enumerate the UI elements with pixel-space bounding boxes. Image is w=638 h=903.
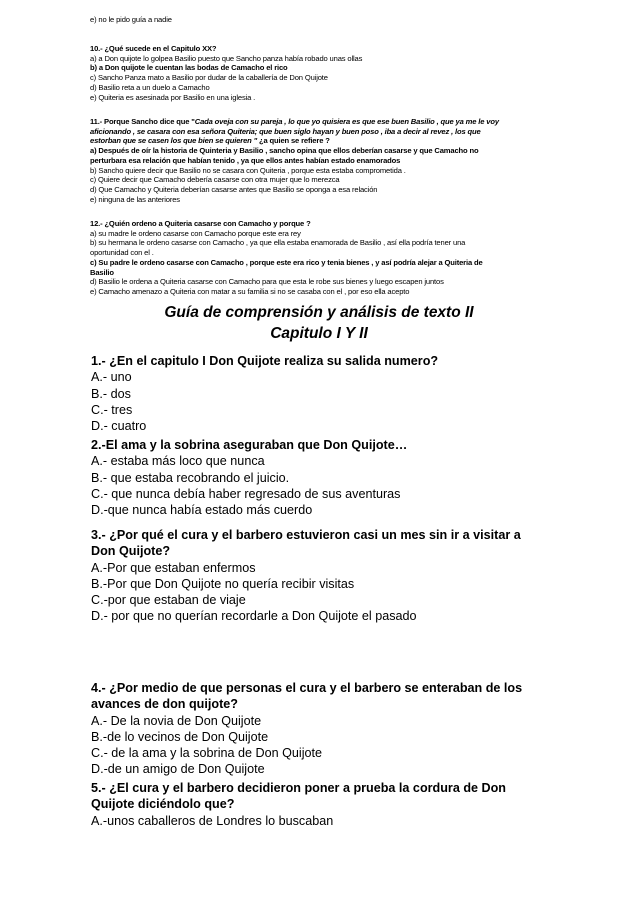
question-3-text-line-2: Don Quijote?: [91, 544, 171, 559]
question-3-text-line-1: 3.- ¿Por qué el cura y el barbero estuvieron casi un mes sin ir a visitar a: [91, 528, 521, 542]
question-11-option-a-2: perturbara esa relación que habían tenido , ya que ellos antes habían estado enamorados: [90, 155, 401, 165]
question-2-option-d: D.-que nunca había estado más cuerdo: [91, 503, 313, 518]
question-5-text-line-2: Quijote diciéndolo que?: [91, 797, 235, 812]
question-10-option-a: a) a Don quijote lo golpea Basilio puesto que Sancho panza había robado unas ollas: [90, 53, 363, 63]
question-4-option-c: C.- de la ama y la sobrina de Don Quijote: [91, 746, 323, 761]
question-12-option-e: e) Camacho amenazo a Quiteria con matar a su familia si no se casaba con el , por eso ella acepto: [90, 286, 410, 296]
question-12-option-a: a) su madre le ordeno casarse con Camacho porque este era rey: [90, 228, 301, 238]
question-2-block: [91, 437, 551, 518]
question-11-quote-2: aficionando , se casara con esa señora Quiteria; que buen siglo hayan y buen poso , iba a decir al revez , los que: [90, 126, 481, 136]
question-2-option-c: C.- que nunca debía haber regresado de sus aventuras: [91, 486, 401, 501]
question-5-option-a: A.-unos caballeros de Londres lo buscaban: [91, 813, 334, 828]
question-11-quote-1: Cada oveja con su pareja , lo que yo quisiera es que ese buen Basilio , que ya me le voy: [194, 117, 499, 126]
question-12-option-d: d) Basilio le ordena a Quiteria casarse con Camacho para que esta le robe sus bienes y luego escapen juntos: [90, 277, 444, 287]
question-5-block: [91, 780, 551, 829]
question-1-option-c: C.- tres: [91, 402, 133, 417]
question-4-option-a: A.- De la novia de Don Quijote: [91, 713, 262, 728]
question-3-option-a: A.-Por que estaban enfermos: [91, 560, 256, 575]
question-12-option-c-1: c) Su padre le ordeno casarse con Camacho , porque este era rico y tenia bienes , y así podría alejar a Quiteria de: [90, 257, 483, 267]
question-3-option-b: B.-Por que Don Quijote no quería recibir visitas: [91, 576, 355, 591]
question-11-lead: 11.- Porque Sancho dice que ": [90, 117, 195, 126]
question-12-option-b-1: b) su hermana le ordeno casarse con Camacho , ya que ella estaba enamorada de Basilio , así ella podría tener una: [90, 238, 466, 248]
question-1-option-a: A.- uno: [91, 370, 132, 385]
previous-answer-e: [90, 15, 560, 25]
question-1-text: 1.- ¿En el capitulo I Don Quijote realiza su salida numero?: [91, 354, 439, 368]
question-2-option-b: B.- que estaba recobrando el juicio.: [91, 470, 290, 485]
question-11-option-e: e) ninguna de las anteriores: [90, 194, 180, 204]
question-5-text-line-1: 5.- ¿El cura y el barbero decidieron poner a prueba la cordura de Don: [91, 781, 506, 795]
question-12-option-b-2: oportunidad con el .: [90, 248, 154, 258]
question-4-text-line-2: avances de don quijote?: [91, 697, 238, 712]
question-11-option-d: d) Que Camacho y Quiteria deberían casarse antes que Basilio se oponga a esa relación: [90, 184, 378, 194]
question-11-option-c: c) Quiere decir que Camacho debería casarse con otra mujer que lo merezca: [90, 175, 340, 185]
question-11-option-b: b) Sancho quiere decir que Basilio no se casara con Quiteria , porque esta estaba comprometida .: [90, 165, 406, 175]
question-3-option-c: C.-por que estaban de viaje: [91, 593, 246, 608]
question-3-block: [91, 527, 551, 625]
question-4-option-b: B.-de lo vecinos de Don Quijote: [91, 729, 269, 744]
question-4-text-line-1: 4.- ¿Por medio de que personas el cura y el barbero se enteraban de los: [91, 681, 523, 695]
question-4-block: [91, 680, 551, 778]
question-1-block: [91, 353, 551, 434]
question-1-option-b: B.- dos: [91, 386, 131, 401]
question-11-tail: ¿a quien se refiere ?: [257, 136, 330, 146]
question-12-text: 12.- ¿Quién ordeno a Quiteria casarse con Camacho y porque ?: [90, 219, 311, 228]
question-10-option-d: d) Basilio reta a un duelo a Camacho: [90, 82, 210, 92]
question-10-block: [90, 44, 560, 102]
question-10-option-b: b) a Don quijote le cuentan las bodas de Camacho el rico: [90, 63, 288, 73]
question-11-option-a-1: a) Después de oír la historia de Quinteria y Basilio , sancho opina que ellos deberían casarse y que Camacho no: [90, 146, 479, 156]
question-11-quote-3: estorban que se casen los que bien se quieren ": [90, 136, 258, 146]
question-12-option-c-2: Basilio: [90, 267, 114, 277]
question-10-option-e: e) Quiteria es asesinada por Basilio en una iglesia .: [90, 92, 256, 102]
question-2-text: 2.-El ama y la sobrina aseguraban que Don Quijote…: [91, 438, 408, 452]
question-10-text: 10.- ¿Qué sucede en el Capitulo XX?: [90, 44, 217, 53]
question-4-option-d: D.-de un amigo de Don Quijote: [91, 762, 265, 777]
question-11-block: [90, 117, 560, 204]
guide-title: Guía de comprensión y análisis de texto II: [164, 304, 474, 321]
option-text: e) no le pido guía a nadie: [90, 15, 172, 24]
question-1-option-d: D.- cuatro: [91, 419, 147, 434]
question-12-block: [90, 219, 560, 297]
question-3-option-d: D.- por que no querían recordarle a Don Quijote el pasado: [91, 609, 417, 624]
guide-subtitle: Capitulo I Y II: [270, 325, 368, 342]
question-2-option-a: A.- estaba más loco que nunca: [91, 454, 265, 469]
question-10-option-c: c) Sancho Panza mato a Basilio por dudar de la caballería de Don Quijote: [90, 73, 328, 83]
